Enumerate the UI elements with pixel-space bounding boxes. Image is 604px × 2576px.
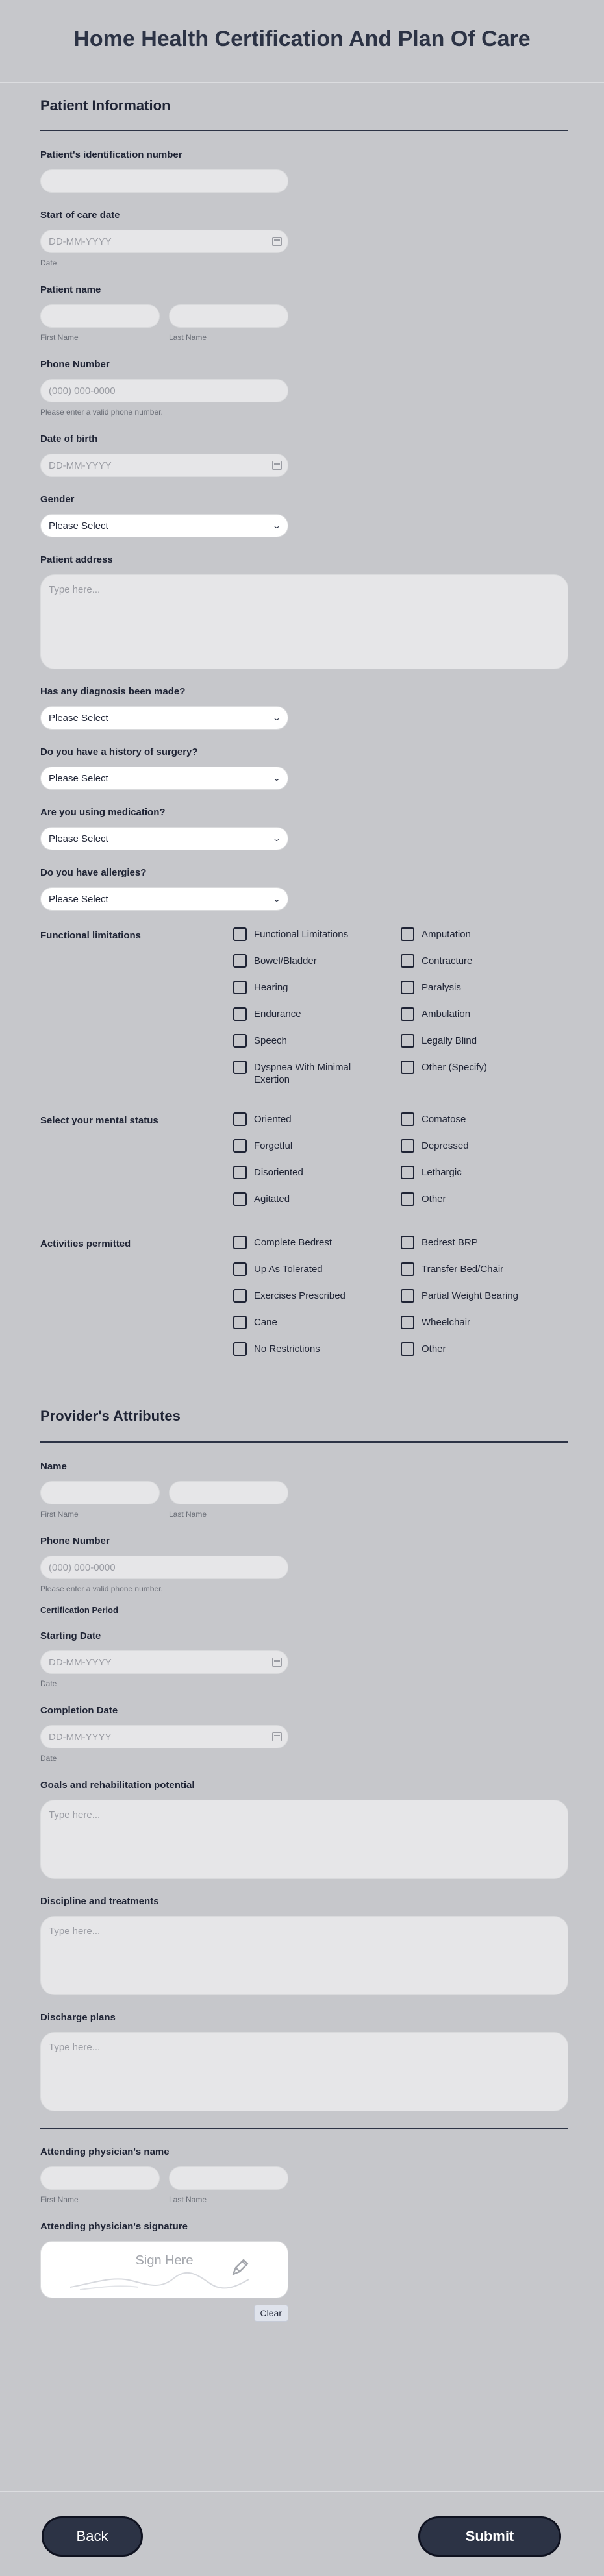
- checkbox-option[interactable]: [233, 1166, 401, 1192]
- patient-name-row: [40, 304, 568, 342]
- mental-col-2: [401, 1112, 568, 1219]
- starting-date-input[interactable]: DD-MM-YYYY: [40, 1650, 288, 1674]
- form-title: Home Health Certification And Plan Of Care: [73, 27, 531, 51]
- first-name-col: [40, 2166, 160, 2204]
- checkbox-option[interactable]: [233, 1061, 401, 1096]
- starting-date-question: [40, 1630, 568, 1688]
- checkbox-label: Functional Limitations: [254, 929, 349, 940]
- checkbox-option[interactable]: [401, 1262, 568, 1289]
- discharge-question: [40, 2012, 568, 2111]
- checkbox-label: Comatose: [422, 1114, 466, 1125]
- checkbox-option[interactable]: [233, 1289, 401, 1316]
- provider-last-name-input[interactable]: [169, 1481, 288, 1504]
- provider-name-row: [40, 1481, 568, 1519]
- checkbox[interactable]: [401, 1112, 414, 1126]
- first-name-sublabel: First Name: [40, 1510, 79, 1519]
- physician-name-question: [40, 2146, 568, 2204]
- patient-id-question: [40, 149, 568, 193]
- checkbox[interactable]: [401, 1192, 414, 1206]
- checkbox[interactable]: [401, 1034, 414, 1048]
- mental-status-options: [233, 1112, 568, 1219]
- phone-sublabel: Please enter a valid phone number.: [40, 408, 163, 417]
- certification-period-title: Certification Period: [40, 1605, 118, 1615]
- clear-signature-button[interactable]: Clear: [254, 2305, 288, 2322]
- checkbox[interactable]: [233, 954, 247, 968]
- checkbox-option[interactable]: [401, 1007, 568, 1034]
- physician-first-name-input[interactable]: [40, 2166, 160, 2190]
- first-name-input[interactable]: [40, 304, 160, 328]
- medication-select-value: Please Select: [49, 833, 108, 844]
- checkbox-label: Endurance: [254, 1009, 301, 1020]
- checkbox-label: Amputation: [422, 929, 471, 940]
- patient-section-title: Patient Information: [40, 97, 171, 114]
- checkbox-option[interactable]: [401, 1192, 568, 1219]
- checkbox-label: Bedrest BRP: [422, 1237, 478, 1248]
- last-name-col: [169, 1481, 288, 1519]
- checkbox-label: Hearing: [254, 982, 288, 993]
- provider-phone-input[interactable]: (000) 000-0000: [40, 1556, 288, 1579]
- last-name-sublabel: Last Name: [169, 1510, 207, 1519]
- checkbox-label: Other: [422, 1343, 446, 1355]
- checkbox[interactable]: [401, 1262, 414, 1276]
- activities-col-2: [401, 1236, 568, 1369]
- last-name-col: [169, 304, 288, 342]
- mental-status-label: Select your mental status: [40, 1115, 158, 1126]
- medication-question: [40, 807, 568, 850]
- section-divider: [40, 1441, 568, 1443]
- checkbox[interactable]: [233, 927, 247, 941]
- last-name-sublabel: Last Name: [169, 2195, 207, 2204]
- gender-label: Gender: [40, 494, 75, 505]
- start-of-care-label: Start of care date: [40, 210, 120, 221]
- functional-limitations-question: [40, 927, 568, 1096]
- discipline-label: Discipline and treatments: [40, 1896, 159, 1907]
- provider-section-title: Provider's Attributes: [40, 1408, 181, 1424]
- dob-input[interactable]: DD-MM-YYYY: [40, 454, 288, 477]
- chevron-down-icon: ⌄: [271, 713, 282, 722]
- provider-name-question: [40, 1461, 568, 1519]
- activities-col-1: [233, 1236, 401, 1369]
- form-header: [0, 0, 604, 83]
- checkbox-option[interactable]: [233, 1342, 401, 1369]
- checkbox-option[interactable]: [233, 1007, 401, 1034]
- form-body: [0, 83, 604, 2322]
- checkbox[interactable]: [401, 1316, 414, 1329]
- checkbox-option[interactable]: [401, 1139, 568, 1166]
- checkbox-label: Transfer Bed/Chair: [422, 1264, 504, 1275]
- checkbox[interactable]: [401, 954, 414, 968]
- checkbox[interactable]: [233, 1289, 247, 1303]
- checkbox-option[interactable]: [401, 1112, 568, 1139]
- checkbox-option[interactable]: [401, 927, 568, 954]
- checkbox[interactable]: [233, 1192, 247, 1206]
- allergies-select[interactable]: [40, 887, 288, 911]
- checkbox[interactable]: [401, 1139, 414, 1153]
- starting-date-label: Starting Date: [40, 1630, 101, 1641]
- diagnosis-question: [40, 686, 568, 730]
- checkbox[interactable]: [233, 1236, 247, 1249]
- functional-limitations-label: Functional limitations: [40, 930, 142, 941]
- last-name-sublabel: Last Name: [169, 333, 207, 342]
- checkbox[interactable]: [233, 1139, 247, 1153]
- checkbox-option[interactable]: [401, 981, 568, 1007]
- chevron-down-icon: ⌄: [271, 894, 282, 903]
- dob-label: Date of birth: [40, 434, 98, 445]
- signature-question: [40, 2221, 568, 2322]
- checkbox-option[interactable]: [233, 1034, 401, 1061]
- signature-scribble-icon: [41, 2242, 289, 2299]
- checkbox-label: Complete Bedrest: [254, 1237, 333, 1248]
- checkbox-label: Oriented: [254, 1114, 292, 1125]
- checkbox[interactable]: [401, 1061, 414, 1074]
- checkbox[interactable]: [233, 1316, 247, 1329]
- calendar-icon[interactable]: [272, 1732, 282, 1741]
- phone-label: Phone Number: [40, 359, 110, 370]
- allergies-label: Do you have allergies?: [40, 867, 147, 878]
- checkbox-option[interactable]: [401, 1061, 568, 1096]
- checkbox-label: Dyspnea With Minimal Exertion: [254, 1062, 351, 1085]
- checkbox-option[interactable]: [233, 1316, 401, 1342]
- address-label: Patient address: [40, 554, 113, 565]
- form-footer: [0, 2491, 604, 2576]
- checkbox-option[interactable]: [233, 1262, 401, 1289]
- provider-phone-label: Phone Number: [40, 1536, 110, 1547]
- first-name-sublabel: First Name: [40, 333, 79, 342]
- checkbox-option[interactable]: [401, 1166, 568, 1192]
- checkbox[interactable]: [233, 1034, 247, 1048]
- provider-name-label: Name: [40, 1461, 67, 1472]
- checkbox-label: Up As Tolerated: [254, 1264, 323, 1275]
- start-of-care-date-field: [40, 230, 288, 253]
- surgery-question: [40, 746, 568, 790]
- medication-select[interactable]: [40, 827, 288, 850]
- completion-date-field: [40, 1725, 288, 1748]
- patient-name-label: Patient name: [40, 284, 101, 295]
- phone-sublabel: Please enter a valid phone number.: [40, 1584, 163, 1593]
- back-button[interactable]: Back: [42, 2516, 143, 2557]
- checkbox-option[interactable]: [233, 1236, 401, 1262]
- checkbox[interactable]: [401, 1342, 414, 1356]
- discharge-textarea[interactable]: Type here...: [40, 2032, 568, 2111]
- checkbox-label: Other: [422, 1194, 446, 1205]
- checkbox[interactable]: [401, 1289, 414, 1303]
- checkbox-option[interactable]: [401, 1034, 568, 1061]
- allergies-select-value: Please Select: [49, 893, 108, 905]
- checkbox-label: Ambulation: [422, 1009, 471, 1020]
- start-of-care-question: [40, 210, 568, 267]
- completion-date-input[interactable]: DD-MM-YYYY: [40, 1725, 288, 1748]
- phone-input[interactable]: (000) 000-0000: [40, 379, 288, 402]
- checkbox-label: Cane: [254, 1317, 277, 1328]
- functional-col-2: [401, 927, 568, 1096]
- goals-question: [40, 1780, 568, 1879]
- checkbox[interactable]: [401, 1007, 414, 1021]
- goals-label: Goals and rehabilitation potential: [40, 1780, 195, 1791]
- checkbox-label: No Restrictions: [254, 1343, 320, 1355]
- discharge-label: Discharge plans: [40, 2012, 116, 2023]
- checkbox-option[interactable]: [401, 1316, 568, 1342]
- first-name-col: [40, 304, 160, 342]
- signature-label: Attending physician's signature: [40, 2221, 188, 2232]
- functional-col-1: [233, 927, 401, 1096]
- activities-options: [233, 1236, 568, 1369]
- checkbox-label: Exercises Prescribed: [254, 1290, 346, 1301]
- goals-textarea[interactable]: Type here...: [40, 1800, 568, 1879]
- checkbox-option[interactable]: [401, 1236, 568, 1262]
- checkbox-option[interactable]: [401, 1289, 568, 1316]
- phone-question: [40, 359, 568, 417]
- section-divider: [40, 130, 568, 131]
- section-divider: [40, 2128, 568, 2129]
- checkbox-label: Contracture: [422, 955, 473, 966]
- physician-last-name-input[interactable]: [169, 2166, 288, 2190]
- checkbox[interactable]: [233, 1112, 247, 1126]
- allergies-question: [40, 867, 568, 911]
- checkbox[interactable]: [233, 981, 247, 994]
- date-sublabel: Date: [40, 258, 57, 267]
- clear-wrap: [40, 2305, 288, 2322]
- activities-label: Activities permitted: [40, 1238, 131, 1249]
- checkbox[interactable]: [233, 1061, 247, 1074]
- surgery-select[interactable]: [40, 767, 288, 790]
- calendar-icon[interactable]: [272, 237, 282, 246]
- mental-status-question: [40, 1112, 568, 1219]
- checkbox[interactable]: [401, 927, 414, 941]
- medication-label: Are you using medication?: [40, 807, 166, 818]
- first-name-sublabel: First Name: [40, 2195, 79, 2204]
- patient-id-input[interactable]: [40, 169, 288, 193]
- calendar-icon[interactable]: [272, 1658, 282, 1667]
- checkbox-label: Disoriented: [254, 1167, 303, 1178]
- calendar-icon[interactable]: [272, 461, 282, 470]
- checkbox[interactable]: [233, 1166, 247, 1179]
- checkbox[interactable]: [401, 1166, 414, 1179]
- checkbox-option[interactable]: [401, 954, 568, 981]
- checkbox-label: Legally Blind: [422, 1035, 477, 1046]
- gender-select-value: Please Select: [49, 520, 108, 532]
- completion-date-label: Completion Date: [40, 1705, 118, 1716]
- checkbox-label: Paralysis: [422, 982, 461, 993]
- gender-select[interactable]: [40, 514, 288, 537]
- chevron-down-icon: ⌄: [271, 774, 282, 783]
- checkbox-option[interactable]: [233, 1139, 401, 1166]
- date-sublabel: Date: [40, 1754, 57, 1763]
- pen-icon: [229, 2256, 251, 2278]
- checkbox-option[interactable]: [233, 1112, 401, 1139]
- last-name-input[interactable]: [169, 304, 288, 328]
- dob-question: [40, 434, 568, 477]
- functional-limitations-options: [233, 927, 568, 1096]
- gender-question: [40, 494, 568, 537]
- last-name-col: [169, 2166, 288, 2204]
- chevron-down-icon: ⌄: [271, 834, 282, 843]
- chevron-down-icon: ⌄: [271, 521, 282, 530]
- starting-date-field: [40, 1650, 288, 1674]
- address-textarea[interactable]: Type here...: [40, 574, 568, 669]
- checkbox-label: Forgetful: [254, 1140, 293, 1151]
- first-name-col: [40, 1481, 160, 1519]
- dob-date-field: [40, 454, 288, 477]
- address-question: [40, 554, 568, 669]
- checkbox-option[interactable]: [401, 1342, 568, 1369]
- physician-name-label: Attending physician's name: [40, 2146, 170, 2157]
- discipline-textarea[interactable]: Type here...: [40, 1916, 568, 1995]
- checkbox-option[interactable]: [233, 981, 401, 1007]
- surgery-select-value: Please Select: [49, 772, 108, 784]
- checkbox[interactable]: [401, 981, 414, 994]
- checkbox-label: Partial Weight Bearing: [422, 1290, 518, 1301]
- patient-name-question: [40, 284, 568, 342]
- checkbox[interactable]: [401, 1236, 414, 1249]
- patient-id-label: Patient's identification number: [40, 149, 182, 160]
- physician-name-row: [40, 2166, 568, 2204]
- signature-pad[interactable]: [40, 2241, 288, 2298]
- checkbox[interactable]: [233, 1007, 247, 1021]
- sign-here-text: Sign Here: [135, 2253, 194, 2268]
- checkbox-option[interactable]: [233, 1192, 401, 1219]
- checkbox-option[interactable]: [233, 954, 401, 981]
- start-of-care-input[interactable]: DD-MM-YYYY: [40, 230, 288, 253]
- checkbox-option[interactable]: [233, 927, 401, 954]
- date-sublabel: Date: [40, 1679, 57, 1688]
- activities-question: [40, 1236, 568, 1369]
- discipline-question: [40, 1896, 568, 1995]
- provider-first-name-input[interactable]: [40, 1481, 160, 1504]
- completion-date-question: [40, 1705, 568, 1763]
- checkbox-label: Agitated: [254, 1194, 290, 1205]
- checkbox-label: Depressed: [422, 1140, 469, 1151]
- diagnosis-select-value: Please Select: [49, 712, 108, 724]
- diagnosis-label: Has any diagnosis been made?: [40, 686, 186, 697]
- provider-phone-question: [40, 1536, 568, 1593]
- checkbox-label: Wheelchair: [422, 1317, 471, 1328]
- checkbox[interactable]: [233, 1262, 247, 1276]
- submit-button[interactable]: Submit: [418, 2516, 561, 2557]
- checkbox-label: Other (Specify): [422, 1062, 487, 1073]
- diagnosis-select[interactable]: [40, 706, 288, 730]
- checkbox-label: Speech: [254, 1035, 287, 1046]
- checkbox-label: Lethargic: [422, 1167, 462, 1178]
- surgery-label: Do you have a history of surgery?: [40, 746, 198, 757]
- mental-col-1: [233, 1112, 401, 1219]
- checkbox[interactable]: [233, 1342, 247, 1356]
- checkbox-label: Bowel/Bladder: [254, 955, 317, 966]
